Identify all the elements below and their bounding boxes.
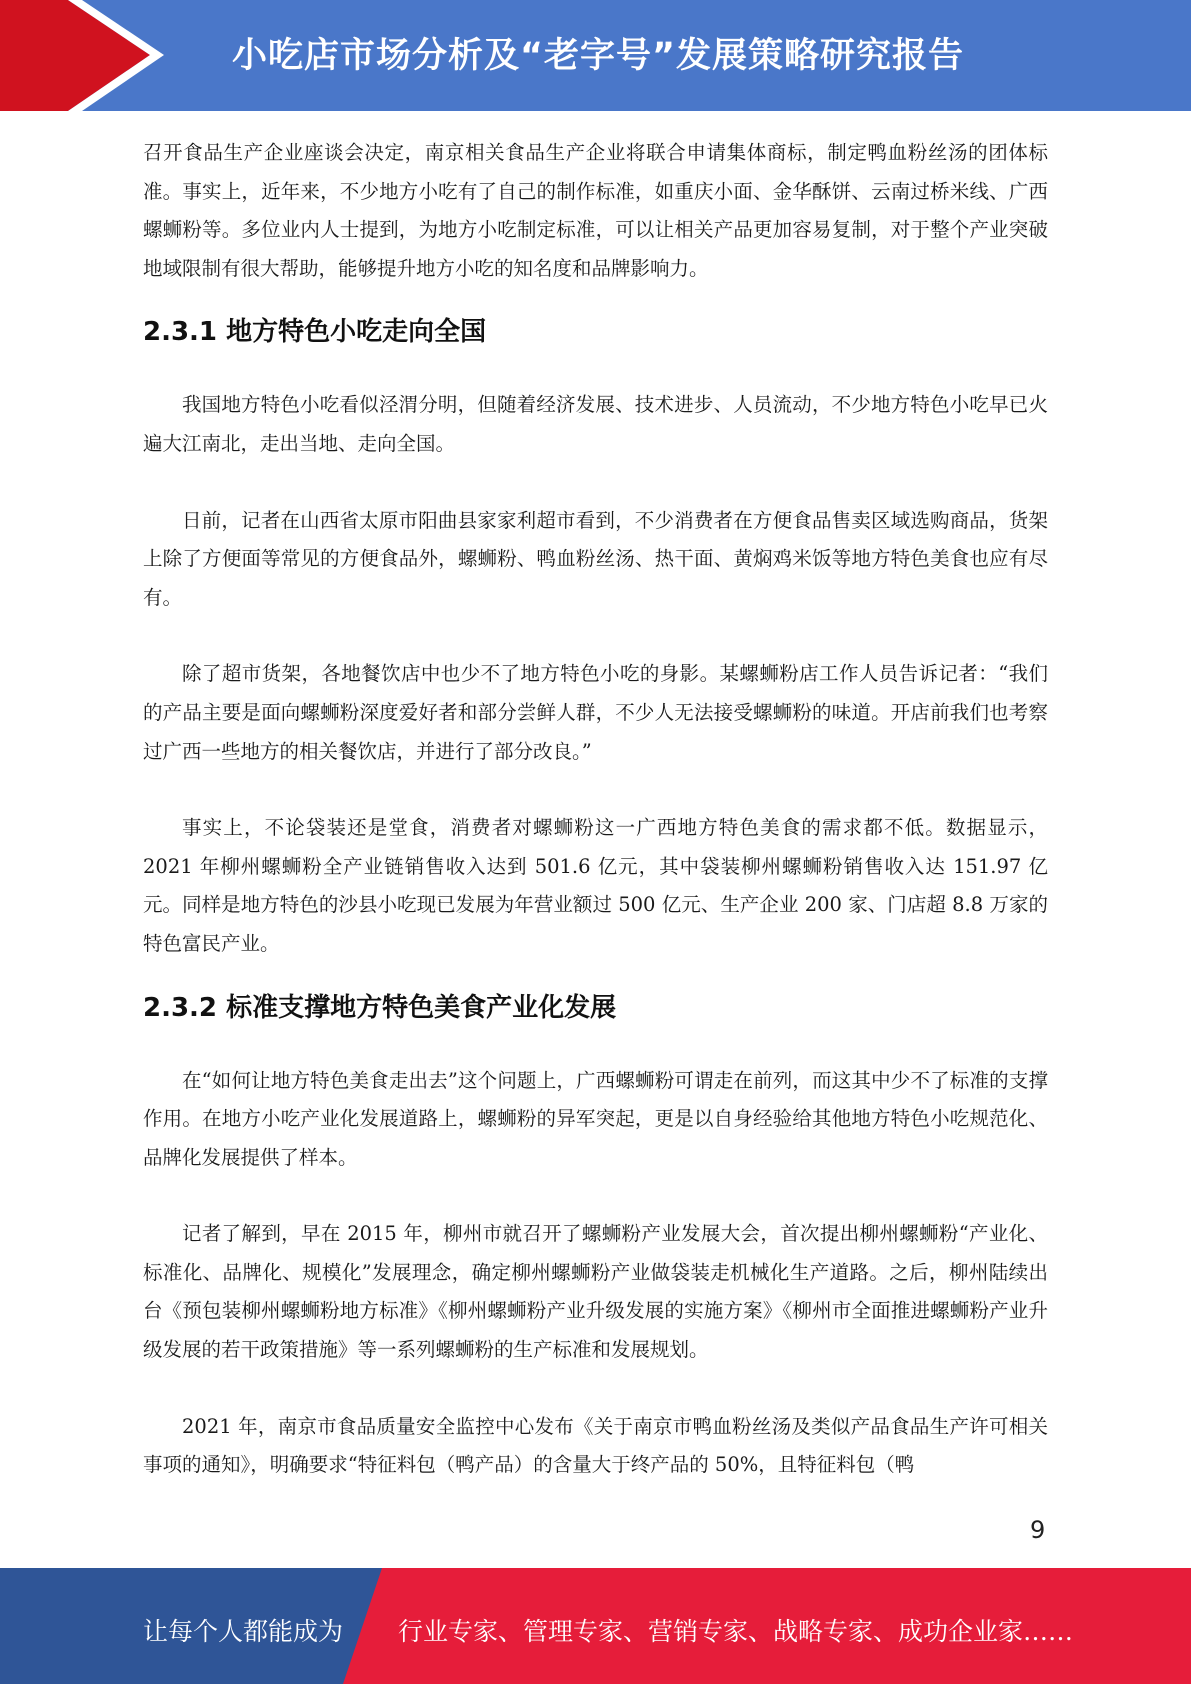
page-footer [0, 1568, 1191, 1684]
paragraph: 我国地方特色小吃看似泾渭分明，但随着经济发展、技术进步、人员流动，不少地方特色小吃早已火遍大江南北，走出当地、走向全国。 [143, 393, 1048, 455]
section-heading-2-3-2: 2.3.2 标准支撑地方特色美食产业化发展 [143, 992, 617, 1023]
paragraph: 除了超市货架，各地餐饮店中也少不了地方特色小吃的身影。某螺蛳粉店工作人员告诉记者：“我们的产品主要是面向螺蛳粉深度爱好者和部分尝鲜人群，不少人无法接受螺蛳粉的味道。开店前我们也考察过广西一些地方的相关餐饮店，并进行了部分改良。” [143, 662, 1048, 763]
paragraph: 记者了解到，早在 2015 年，柳州市就召开了螺蛳粉产业发展大会，首次提出柳州螺蛳粉“产业化、标准化、品牌化、规模化”发展理念，确定柳州螺蛳粉产业做袋装走机械化生产道路。之后，柳州陆续出台《预包装柳州螺蛳粉地方标准》《柳州螺蛳粉产业升级发展的实施方案》《柳州市全面推进螺蛳粉产业升级发展的若干政策措施》等一系列螺蛳粉的生产标准和发展规划。 [143, 1222, 1048, 1362]
paragraph: 日前，记者在山西省太原市阳曲县家家利超市看到，不少消费者在方便食品售卖区域选购商品，货架上除了方便面等常见的方便食品外，螺蛳粉、鸭血粉丝汤、热干面、黄焖鸡米饭等地方特色美食也应有尽有。 [143, 508, 1048, 609]
section-heading-2-3-1: 2.3.1 地方特色小吃走向全国 [143, 317, 487, 348]
page-number: 9 [1030, 1516, 1046, 1544]
paragraph: 2021 年，南京市食品质量安全监控中心发布《关于南京市鸭血粉丝汤及类似产品食品生产许可相关事项的通知》，明确要求“特征料包（鸭产品）的含量大于终产品的 50%，且特征料包（鸭 [143, 1414, 1048, 1477]
paragraph: 在“如何让地方特色美食走出去”这个问题上，广西螺蛳粉可谓走在前列，而这其中少不了标准的支撑作用。在地方小吃产业化发展道路上，螺蛳粉的异军突起，更是以自身经验给其他地方特色小吃规范化、品牌化发展提供了样本。 [143, 1068, 1048, 1169]
footer-slogan-right: 行业专家、管理专家、营销专家、战略专家、成功企业家…… [398, 1617, 1074, 1646]
page-header [0, 0, 1191, 111]
footer-slogan-left: 让每个人都能成为 [143, 1617, 344, 1646]
intro-paragraph: 召开食品生产企业座谈会决定，南京相关食品生产企业将联合申请集体商标，制定鸭血粉丝汤的团体标准。事实上，近年来，不少地方小吃有了自己的制作标准，如重庆小面、金华酥饼、云南过桥米线、广西螺蛳粉等。多位业内人士提到，为地方小吃制定标准，可以让相关产品更加容易复制，对于整个产业突破地域限制有很大帮助，能够提升地方小吃的知名度和品牌影响力。 [143, 141, 1048, 280]
report-title: 小吃店市场分析及“老字号”发展策略研究报告 [232, 36, 965, 76]
paragraph: 事实上，不论袋装还是堂食，消费者对螺蛳粉这一广西地方特色美食的需求都不低。数据显示，2021 年柳州螺蛳粉全产业链销售收入达到 501.6 亿元，其中袋装柳州螺蛳粉销售收入达 151.97 亿元。同样是地方特色的沙县小吃现已发展为年营业额过 500 亿元、生产企业 200 家、门店超 8.8 万家的特色富民产业。 [143, 816, 1048, 955]
document-body [143, 134, 1048, 1485]
header-red-arrow [0, 0, 150, 111]
